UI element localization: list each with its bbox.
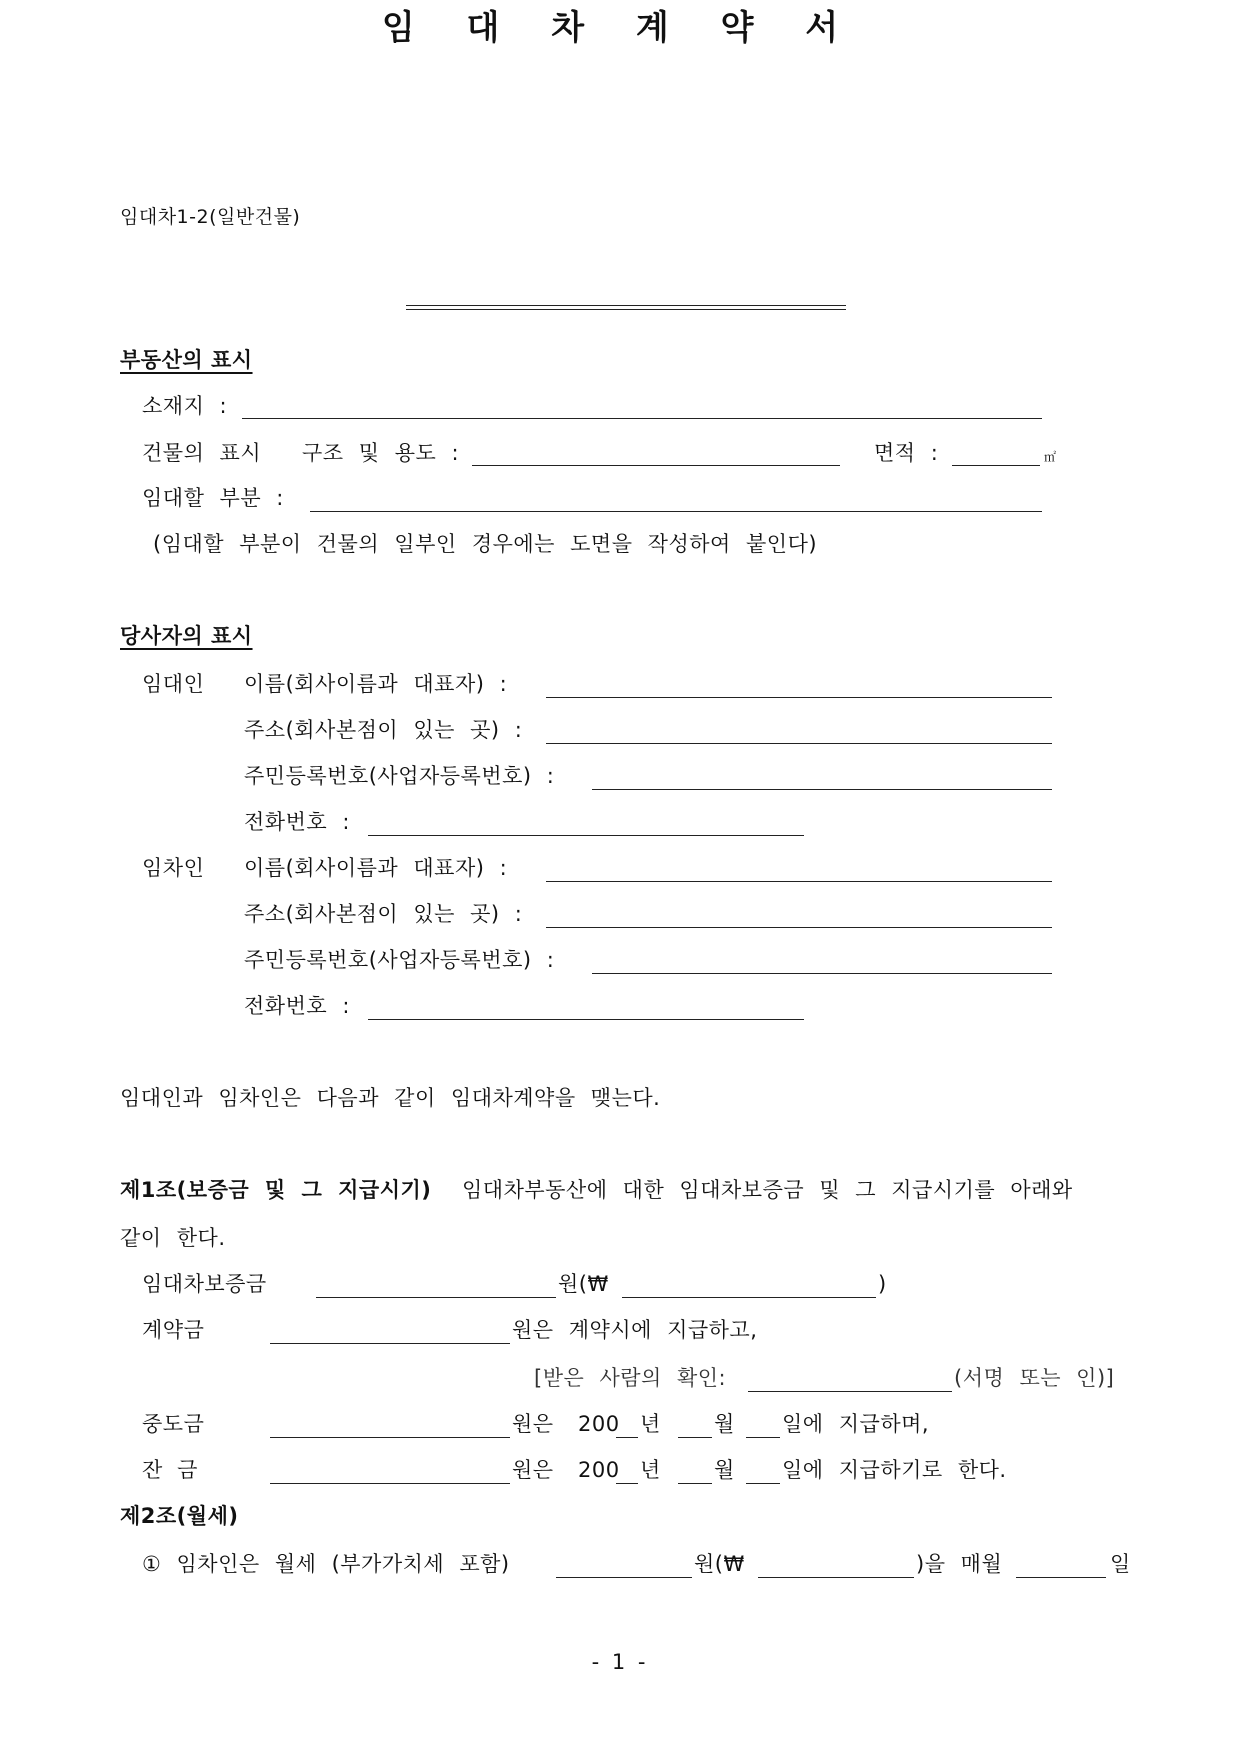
article2-item1-b: )을 매월 [916,1552,1003,1576]
balance-payment-field[interactable] [270,1483,510,1484]
lessor-label: 임대인 [142,672,205,696]
rent-numeric-field[interactable] [758,1577,914,1578]
lessee-address-label: 주소(회사본점이 있는 곳) : [244,902,523,926]
title-underline-1 [406,305,846,306]
middle-payment-label: 중도금 [142,1412,205,1436]
parties-heading: 당사자의 표시 [120,624,253,648]
receipt-sign-field[interactable] [748,1391,952,1392]
middle-month-label: 월 [714,1412,735,1436]
lessor-address-label: 주소(회사본점이 있는 곳) : [244,718,523,742]
rent-day-field[interactable] [1016,1577,1106,1578]
lessor-name-field[interactable] [546,697,1052,698]
lessee-id-field[interactable] [592,973,1052,974]
portion-note: (임대할 부분이 건물의 일부인 경우에는 도면을 작성하여 붙인다) [153,532,818,556]
structure-label: 구조 및 용도 : [302,441,460,465]
middle-month-field[interactable] [678,1437,712,1438]
lessee-name-label: 이름(회사이름과 대표자) : [244,856,508,880]
lessor-id-label: 주민등록번호(사업자등록번호) : [244,764,555,788]
deposit-amount-field[interactable] [316,1297,556,1298]
area-unit: ㎡ [1044,450,1057,464]
balance-day-field[interactable] [746,1483,780,1484]
deposit-won-paren: 원(₩ [558,1272,609,1296]
page-number: - 1 - [591,1650,649,1674]
middle-year-field[interactable] [616,1437,638,1438]
middle-payment-field[interactable] [270,1437,510,1438]
title-underline-2 [406,309,846,310]
lessor-phone-field[interactable] [368,835,804,836]
down-payment-field[interactable] [270,1343,510,1344]
lessor-id-field[interactable] [592,789,1052,790]
middle-year-label: 년 [640,1412,661,1436]
rent-won-paren: 원(₩ [694,1552,745,1576]
lessor-address-field[interactable] [546,743,1052,744]
lessor-phone-label: 전화번호 : [244,810,350,834]
article1-text-2: 같이 한다. [120,1226,226,1250]
area-label: 면적 : [874,441,939,465]
balance-label: 잔 금 [142,1458,198,1482]
balance-day-text: 일에 지급하기로 한다. [782,1458,1007,1482]
lessee-phone-field[interactable] [368,1019,804,1020]
receipt-open: [받은 사람의 확인: [534,1366,727,1390]
page-title: 임 대 차 계 약 서 [381,8,859,48]
balance-year-field[interactable] [616,1483,638,1484]
middle-won-eun: 원은 [512,1412,554,1436]
article1-heading: 제1조(보증금 및 그 지급시기) [120,1178,432,1202]
down-payment-text: 원은 계약시에 지급하고, [512,1318,758,1342]
lessee-name-field[interactable] [546,881,1052,882]
location-label: 소재지 : [142,394,228,418]
down-payment-label: 계약금 [142,1318,205,1342]
lessee-label: 임차인 [142,856,205,880]
balance-year-label: 년 [640,1458,661,1482]
lessor-name-label: 이름(회사이름과 대표자) : [244,672,508,696]
lessee-phone-label: 전화번호 : [244,994,350,1018]
deposit-label: 임대차보증금 [142,1272,267,1296]
middle-day-field[interactable] [746,1437,780,1438]
receipt-close: (서명 또는 인)] [954,1366,1115,1390]
location-field[interactable] [242,418,1042,419]
structure-field[interactable] [472,465,840,466]
middle-day-text: 일에 지급하며, [782,1412,930,1436]
balance-month-field[interactable] [678,1483,712,1484]
lessee-address-field[interactable] [546,927,1052,928]
balance-won-eun: 원은 [512,1458,554,1482]
agreement-text: 임대인과 임차인은 다음과 같이 임대차계약을 맺는다. [120,1086,661,1110]
article2-heading: 제2조(월세) [120,1504,239,1528]
area-field[interactable] [952,465,1040,466]
portion-field[interactable] [310,511,1042,512]
rent-day-label: 일 [1110,1552,1131,1576]
portion-label: 임대할 부분 : [142,486,284,510]
middle-year-prefix: 200 [578,1412,620,1436]
lessee-id-label: 주민등록번호(사업자등록번호) : [244,948,555,972]
article2-item1-a: ① 임차인은 월세 (부가가치세 포함) [142,1552,510,1576]
article1-text-1: 임대차부동산에 대한 임대차보증금 및 그 지급시기를 아래와 [462,1178,1073,1202]
deposit-numeric-field[interactable] [622,1297,876,1298]
rent-amount-field[interactable] [556,1577,692,1578]
deposit-close-paren: ) [878,1272,887,1296]
form-code: 임대차1-2(일반건물) [120,206,301,228]
property-heading: 부동산의 표시 [120,348,253,372]
building-label: 건물의 표시 [142,441,262,465]
balance-year-prefix: 200 [578,1458,620,1482]
balance-month-label: 월 [714,1458,735,1482]
